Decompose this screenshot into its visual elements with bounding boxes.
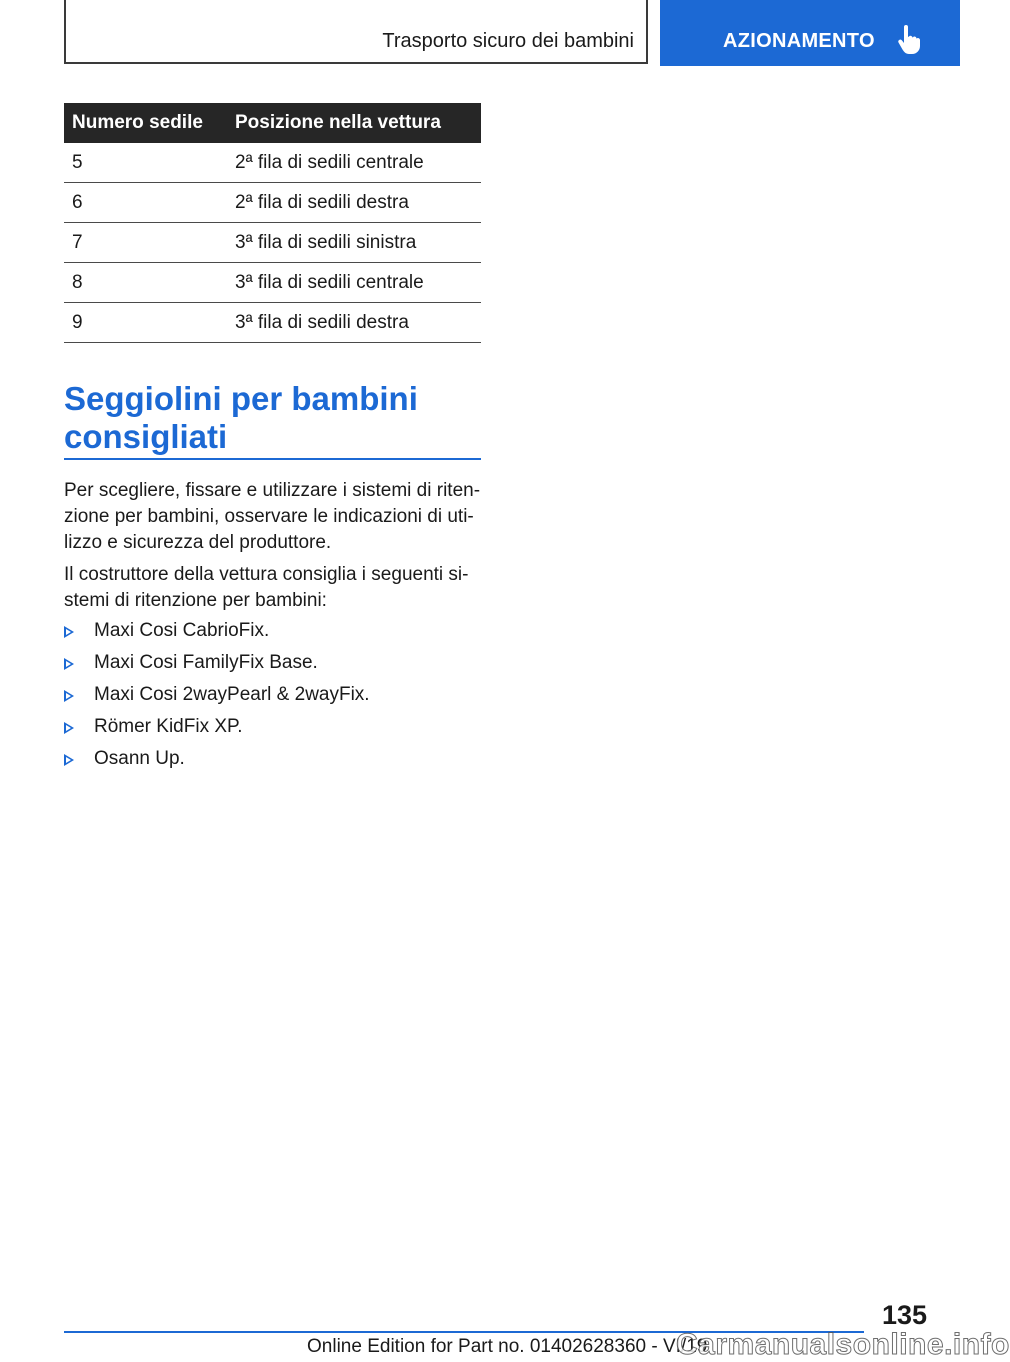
pointing-hand-icon	[896, 25, 920, 55]
seat-number-cell: 7	[64, 223, 227, 263]
paragraph-recommendation: Il costruttore della vettura consiglia i seguenti si-stemi di ritenzione per bambini:	[64, 564, 469, 611]
list-item-text: Römer KidFix XP.	[94, 716, 243, 737]
list-item-text: Maxi Cosi FamilyFix Base.	[94, 652, 318, 673]
chapter-title: Trasporto sicuro dei bambini	[382, 30, 634, 52]
table-row	[64, 183, 481, 223]
heading-divider	[64, 458, 481, 460]
position-cell: 3ª fila di sedili centrale	[227, 263, 481, 303]
table-row	[64, 143, 481, 183]
page-number: 135	[881, 1300, 927, 1330]
triangle-bullet-icon	[64, 722, 74, 734]
table-row	[64, 223, 481, 263]
seat-position-table	[64, 103, 481, 343]
seat-number-cell: 6	[64, 183, 227, 223]
position-cell: 3ª fila di sedili destra	[227, 303, 481, 343]
watermark: Carmanualsonline.info	[676, 1328, 1010, 1361]
section-tab[interactable]	[660, 0, 960, 66]
seat-number-cell: 5	[64, 143, 227, 183]
list-item-text: Maxi Cosi CabrioFix.	[94, 620, 270, 641]
header-title-box	[64, 0, 648, 64]
seat-number-cell: 8	[64, 263, 227, 303]
triangle-bullet-icon	[64, 754, 74, 766]
paragraph-intro: Per scegliere, fissare e utilizzare i sistemi di riten-zione per bambini, osservare le indicazioni di uti-lizzo e sicurezza del produttore.	[64, 480, 481, 553]
table-row	[64, 263, 481, 303]
triangle-bullet-icon	[64, 690, 74, 702]
position-cell: 3ª fila di sedili sinistra	[227, 223, 481, 263]
column-header-seat-number: Numero sedile	[64, 103, 227, 143]
position-cell: 2ª fila di sedili destra	[227, 183, 481, 223]
seat-number-cell: 9	[64, 303, 227, 343]
section-tab-label: AZIONAMENTO	[723, 30, 875, 52]
edition-text: Online Edition for Part no. 01402628360 - VI/19	[307, 1336, 708, 1357]
position-cell: 2ª fila di sedili centrale	[227, 143, 481, 183]
triangle-bullet-icon	[64, 658, 74, 670]
list-item-text: Maxi Cosi 2wayPearl & 2wayFix.	[94, 684, 370, 705]
section-heading: Seggiolini per bambini consigliati	[64, 380, 418, 455]
table-header-row	[64, 103, 481, 143]
column-header-position: Posizione nella vettura	[227, 103, 481, 143]
list-item-text: Osann Up.	[94, 748, 185, 769]
triangle-bullet-icon	[64, 626, 74, 638]
table-row	[64, 303, 481, 343]
